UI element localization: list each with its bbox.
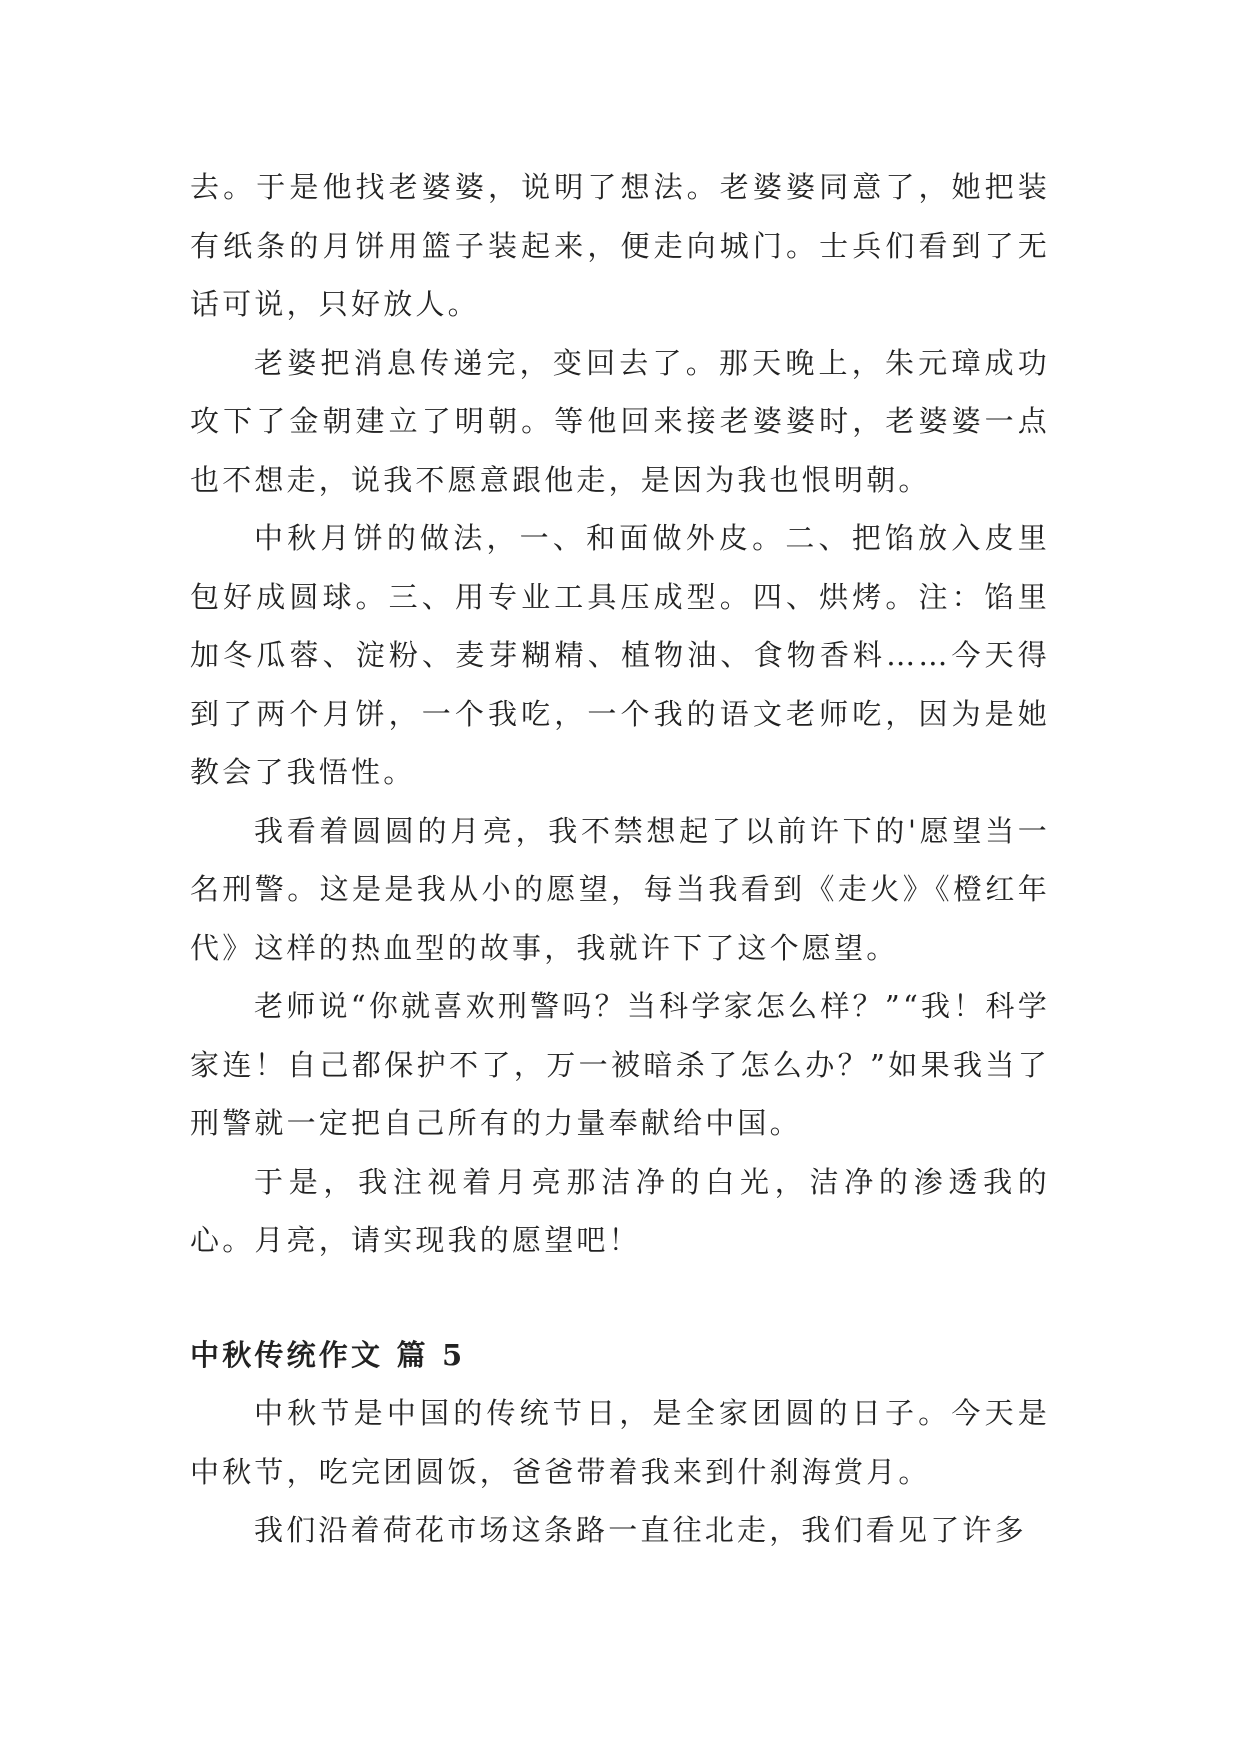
paragraph-1: 去。于是他找老婆婆，说明了想法。老婆婆同意了，她把装有纸条的月饼用篮子装起来，便走向城门。士兵们看到了无话可说，只好放人。 [190,170,1050,321]
paragraph-7: 中秋节是中国的传统节日，是全家团圆的日子。今天是中秋节，吃完团圆饭，爸爸带着我来到什刹海赏月。 [190,1396,1050,1489]
paragraph-3: 中秋月饼的做法，一、和面做外皮。二、把馅放入皮里包好成圆球。三、用专业工具压成型。四、烘烤。注：馅里加冬瓜蓉、淀粉、麦芽糊精、植物油、食物香料……今天得到了两个月饼，一个我吃，一个我的语文老师吃，因为是她教会了我悟性。 [190,521,1050,789]
paragraph-5: 老师说“你就喜欢刑警吗？当科学家怎么样？”“我！科学家连！自己都保护不了，万一被暗杀了怎么办？”如果我当了刑警就一定把自己所有的力量奉献给中国。 [190,989,1050,1140]
paragraph-4: 我看着圆圆的月亮，我不禁想起了以前许下的'愿望当一名刑警。这是是我从小的愿望，每当我看到《走火》《橙红年代》这样的热血型的故事，我就许下了这个愿望。 [190,813,1050,965]
paragraph-8: 我们沿着荷花市场这条路一直往北走，我们看见了许多 [254,1513,1027,1547]
paragraph-2: 老婆把消息传递完，变回去了。那天晚上，朱元璋成功攻下了金朝建立了明朝。等他回来接老婆婆时，老婆婆一点也不想走，说我不愿意跟他走，是因为我也恨明朝。 [190,345,1050,497]
document-body [190,158,1050,1560]
section-heading: 中秋传统作文 篇 5 [190,1337,466,1372]
paragraph-6: 于是，我注视着月亮那洁净的白光，洁净的渗透我的心。月亮，请实现我的愿望吧！ [190,1164,1050,1257]
